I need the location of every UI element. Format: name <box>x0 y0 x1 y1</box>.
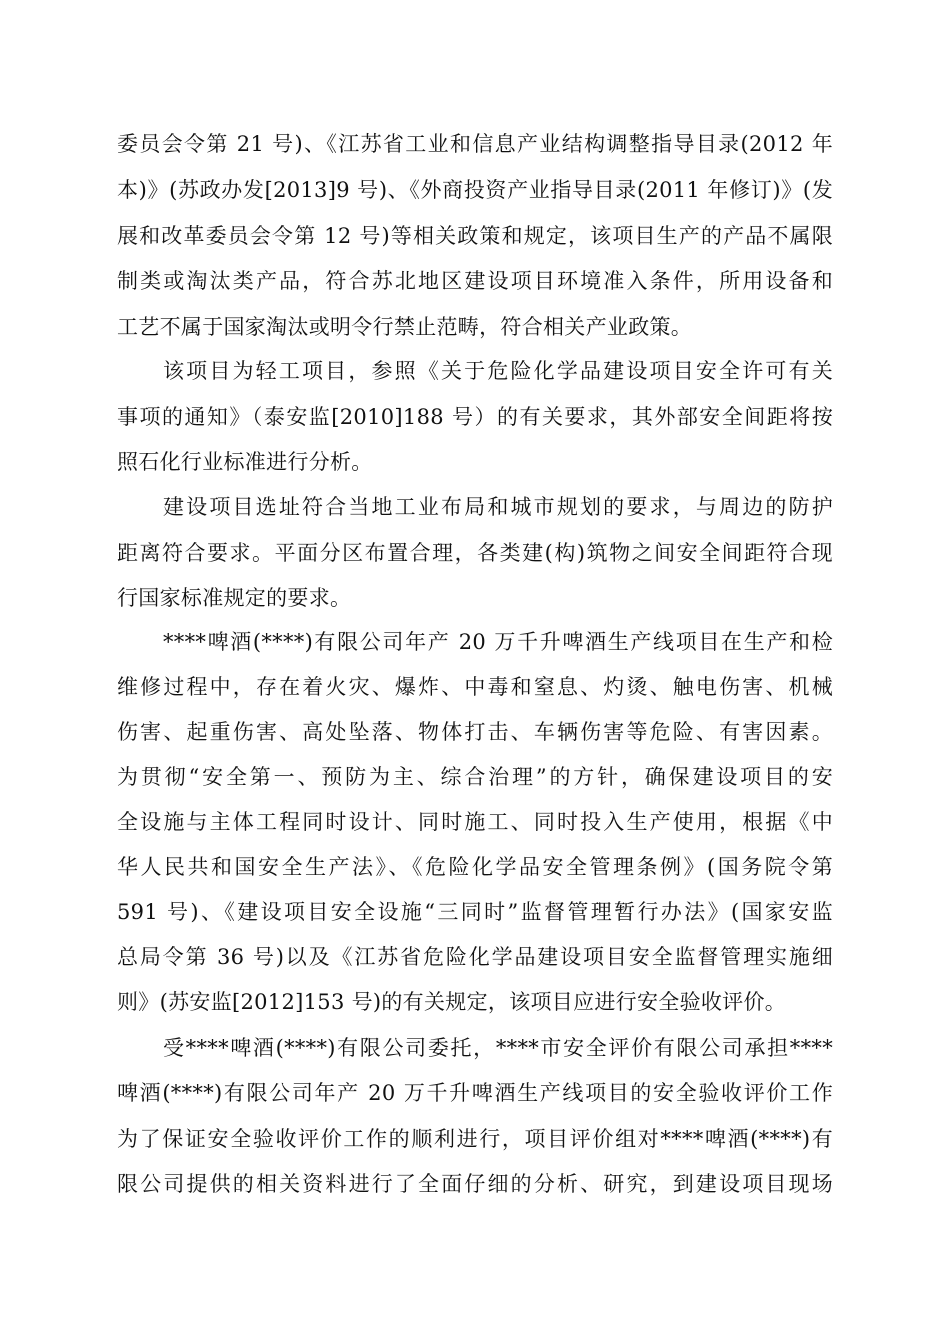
text-line: 该项目为轻工项目，参照《关于危险化学品建设项目安全许可有关 <box>163 359 833 383</box>
text-line: 照石化行业标准进行分析。 <box>117 450 373 474</box>
text-line: 本)》(苏政办发[2013]9 号)、《外商投资产业指导目录(2011 年修订)》(发 <box>117 178 833 202</box>
text-line: 591 号)、《建设项目安全设施“三同时”监督管理暂行办法》(国家安监 <box>117 900 833 924</box>
text-line: 委员会令第 21 号)、《江苏省工业和信息产业结构调整指导目录(2012 年 <box>117 132 833 156</box>
text-line: 华人民共和国安全生产法》、《危险化学品安全管理条例》(国务院令第 <box>117 855 833 879</box>
text-line: 伤害、起重伤害、高处坠落、物体打击、车辆伤害等危险、有害因素。 <box>117 720 833 744</box>
text-line: 则》(苏安监[2012]153 号)的有关规定，该项目应进行安全验收评价。 <box>117 990 787 1014</box>
text-line: 总局令第 36 号)以及《江苏省危险化学品建设项目安全监督管理实施细 <box>117 945 833 969</box>
text-line: 为了保证安全验收评价工作的顺利进行，项目评价组对****啤酒(****)有 <box>117 1127 833 1151</box>
text-line: 为贯彻“安全第一、预防为主、综合治理”的方针，确保建设项目的安 <box>117 765 833 789</box>
text-line: 受****啤酒(****)有限公司委托，****市安全评价有限公司承担**** <box>163 1036 833 1060</box>
text-line: 展和改革委员会令第 12 号)等相关政策和规定，该项目生产的产品不属限 <box>117 224 833 248</box>
text-line: 工艺不属于国家淘汰或明令行禁止范畴，符合相关产业政策。 <box>117 315 693 339</box>
text-line: 制类或淘汰类产品，符合苏北地区建设项目环境准入条件，所用设备和 <box>117 269 833 293</box>
text-line: 建设项目选址符合当地工业布局和城市规划的要求，与周边的防护 <box>163 495 833 519</box>
text-line: 距离符合要求。平面分区布置合理，各类建(构)筑物之间安全间距符合现 <box>117 541 833 565</box>
text-line: 限公司提供的相关资料进行了全面仔细的分析、研究，到建设项目现场 <box>117 1172 833 1196</box>
text-line: 行国家标准规定的要求。 <box>117 586 352 610</box>
text-line: ****啤酒(****)有限公司年产 20 万千升啤酒生产线项目在生产和检 <box>163 630 833 654</box>
text-line: 啤酒(****)有限公司年产 20 万千升啤酒生产线项目的安全验收评价工作 <box>117 1081 833 1105</box>
text-line: 全设施与主体工程同时设计、同时施工、同时投入生产使用，根据《中 <box>117 810 833 834</box>
text-line: 维修过程中，存在着火灾、爆炸、中毒和窒息、灼烫、触电伤害、机械 <box>117 675 833 699</box>
text-line: 事项的通知》（泰安监[2010]188 号）的有关要求，其外部安全间距将按 <box>117 405 833 429</box>
